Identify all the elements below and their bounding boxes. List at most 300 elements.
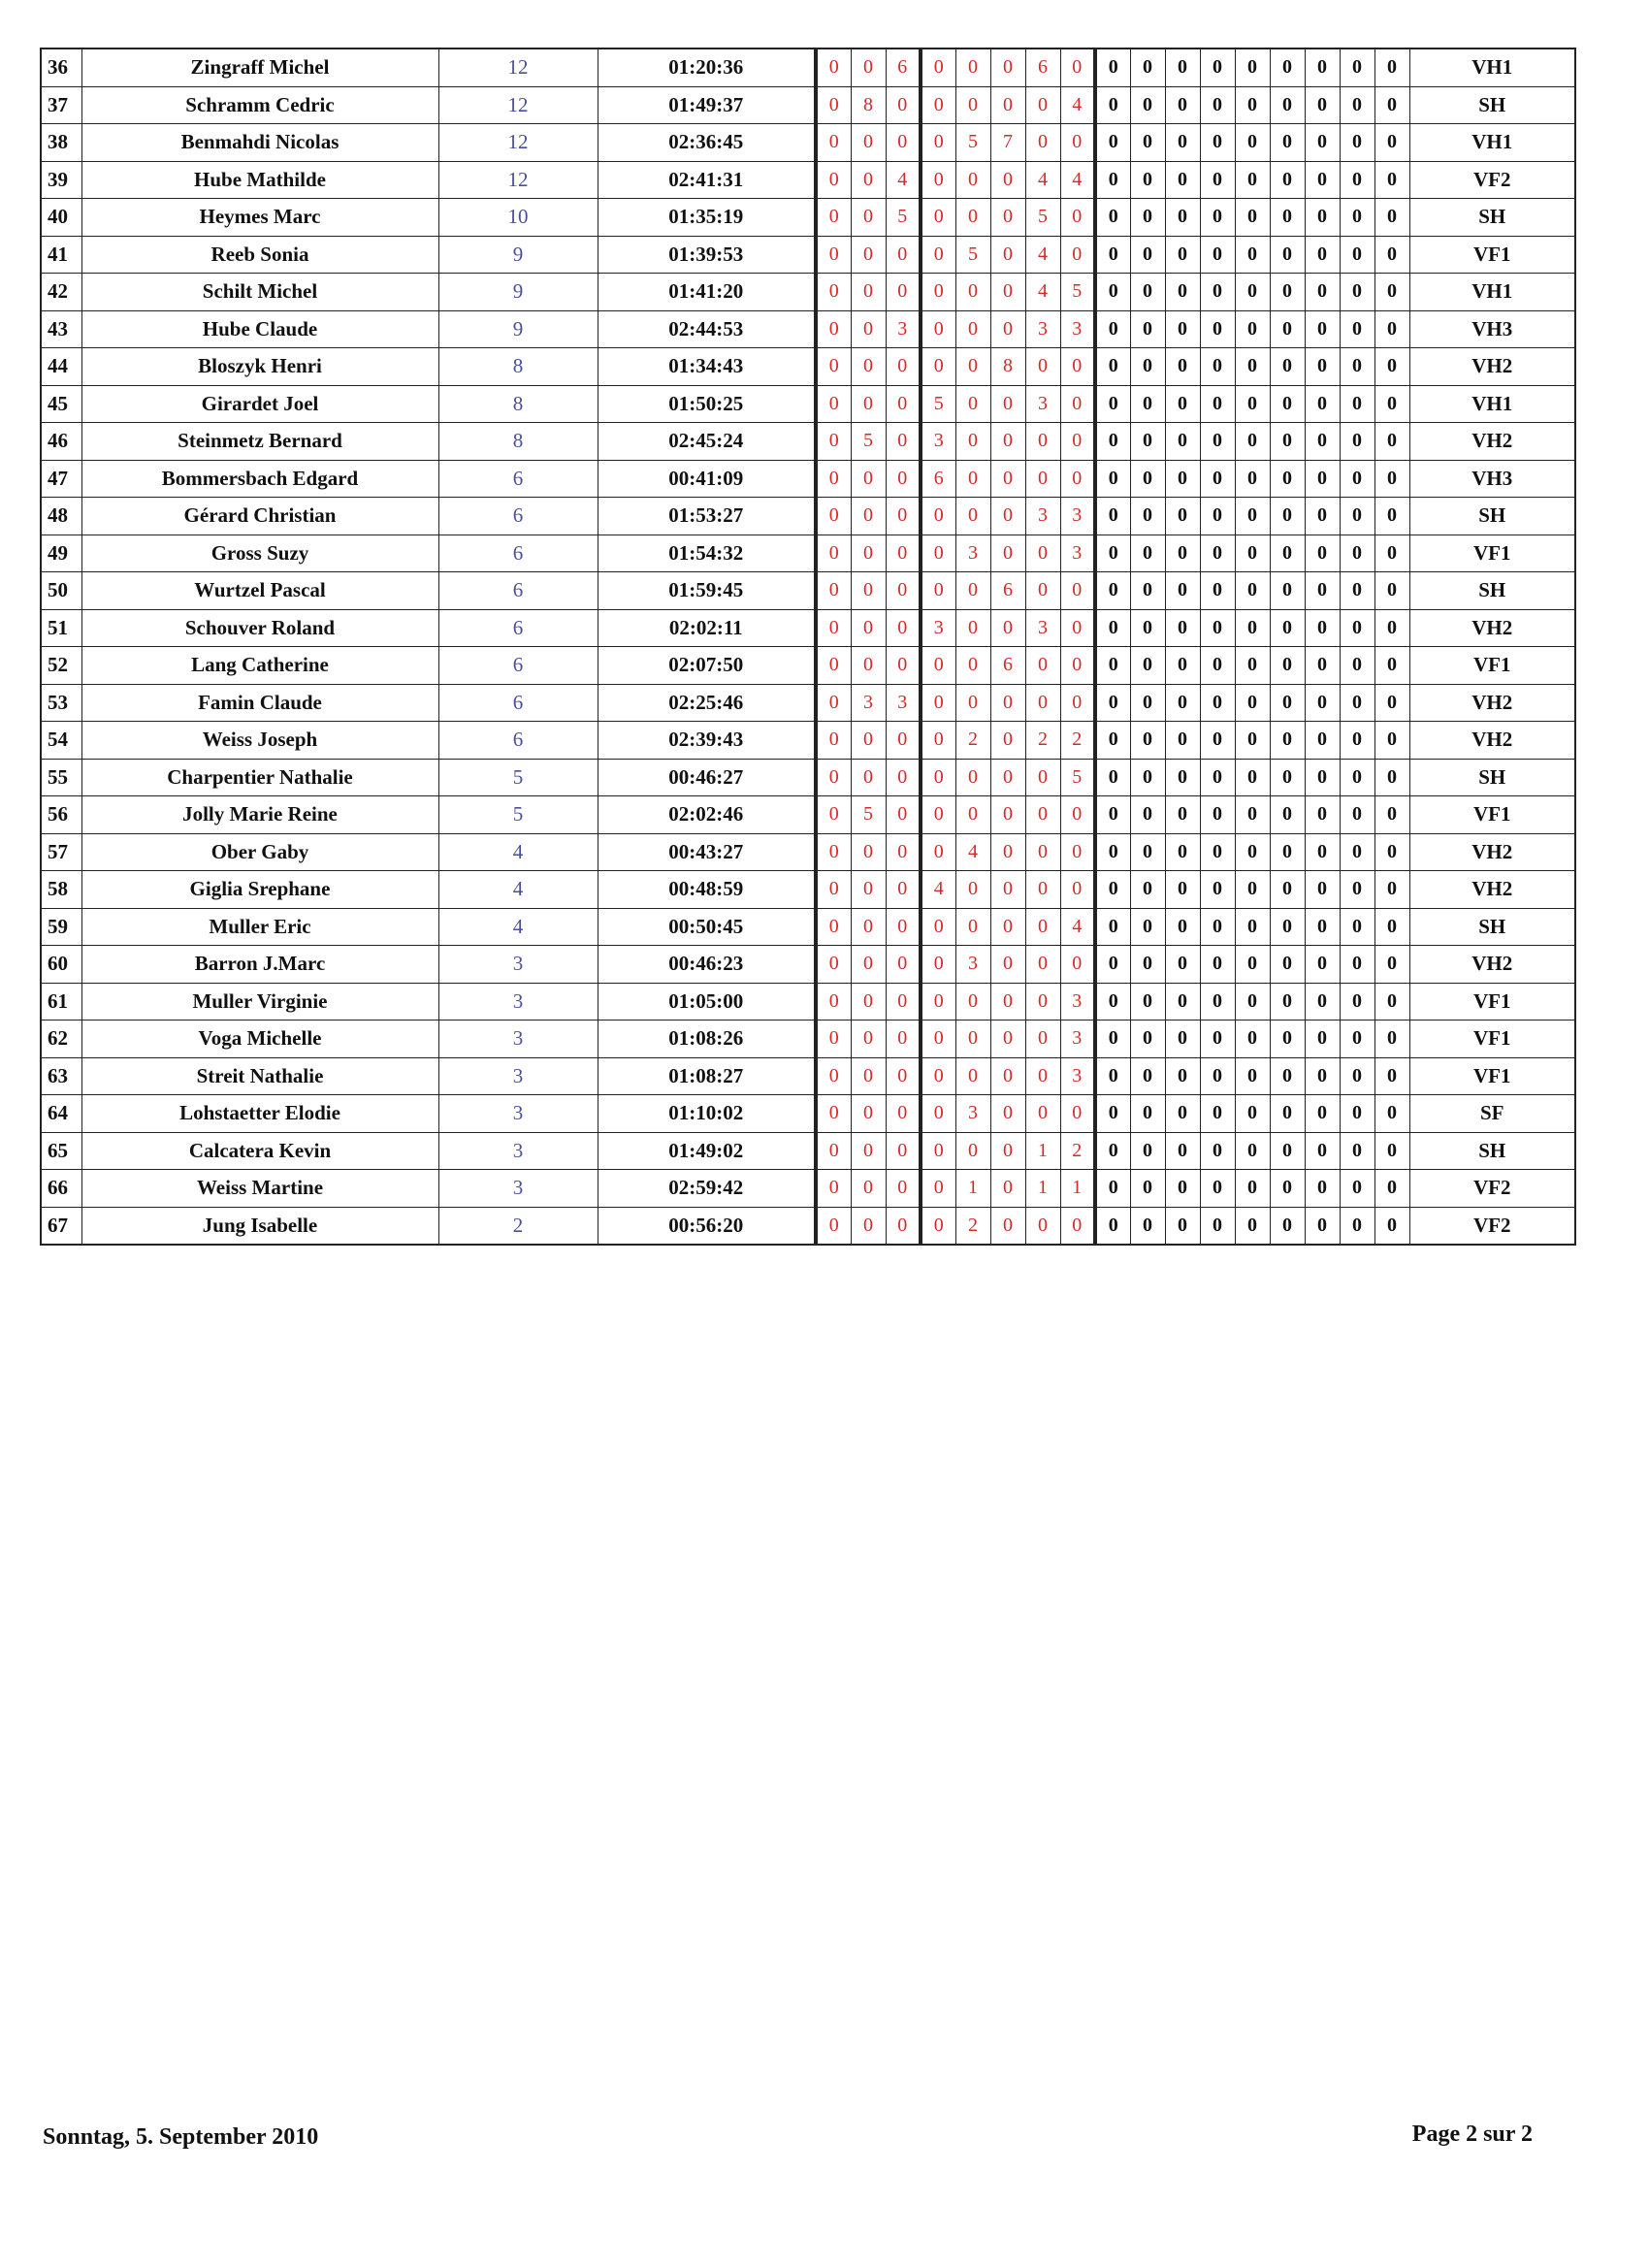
stage-score-cell: 4 [1025, 161, 1060, 199]
stage-score-cell: 0 [921, 535, 955, 572]
empty-stage-cell: 0 [1200, 684, 1235, 722]
stage-score-cell: 0 [921, 274, 955, 311]
empty-stage-cell: 0 [1340, 460, 1374, 498]
stage-score-cell: 0 [990, 1057, 1025, 1095]
empty-stage-cell: 0 [1374, 572, 1409, 610]
stage-score-cell: 1 [955, 1170, 990, 1208]
points-cell: 8 [438, 423, 598, 461]
empty-stage-cell: 0 [1095, 983, 1130, 1021]
stage-score-cell: 0 [990, 49, 1025, 86]
empty-stage-cell: 0 [1340, 871, 1374, 909]
stage-score-cell: 0 [851, 1132, 886, 1170]
stage-score-cell: 4 [1060, 908, 1095, 946]
time-cell: 01:05:00 [598, 983, 816, 1021]
stage-score-cell: 0 [886, 908, 921, 946]
footer-date: Sonntag, 5. September 2010 [43, 2124, 319, 2150]
stage-score-cell: 0 [921, 1057, 955, 1095]
empty-stage-cell: 0 [1340, 199, 1374, 237]
points-cell: 3 [438, 1132, 598, 1170]
empty-stage-cell: 0 [1340, 1021, 1374, 1058]
empty-stage-cell: 0 [1130, 498, 1165, 535]
empty-stage-cell: 0 [1305, 86, 1340, 124]
empty-stage-cell: 0 [1200, 908, 1235, 946]
stage-score-cell: 0 [921, 1170, 955, 1208]
table-row [41, 348, 1575, 386]
stage-score-cell: 0 [851, 759, 886, 796]
empty-stage-cell: 0 [1270, 274, 1305, 311]
stage-score-cell: 0 [1025, 460, 1060, 498]
empty-stage-cell: 0 [1270, 1132, 1305, 1170]
points-cell: 12 [438, 49, 598, 86]
points-cell: 6 [438, 535, 598, 572]
table-row [41, 833, 1575, 871]
empty-stage-cell: 0 [1374, 722, 1409, 760]
stage-score-cell: 0 [816, 86, 851, 124]
empty-stage-cell: 0 [1374, 983, 1409, 1021]
time-cell: 00:46:23 [598, 946, 816, 984]
empty-stage-cell: 0 [1340, 722, 1374, 760]
time-cell: 02:45:24 [598, 423, 816, 461]
empty-stage-cell: 0 [1200, 871, 1235, 909]
stage-score-cell: 0 [1060, 423, 1095, 461]
empty-stage-cell: 0 [1200, 1095, 1235, 1133]
points-cell: 6 [438, 684, 598, 722]
empty-stage-cell: 0 [1340, 236, 1374, 274]
empty-stage-cell: 0 [1095, 946, 1130, 984]
empty-stage-cell: 0 [1200, 647, 1235, 685]
stage-score-cell: 0 [990, 161, 1025, 199]
empty-stage-cell: 0 [1374, 86, 1409, 124]
stage-score-cell: 0 [816, 348, 851, 386]
empty-stage-cell: 0 [1340, 498, 1374, 535]
empty-stage-cell: 0 [1305, 684, 1340, 722]
empty-stage-cell: 0 [1270, 385, 1305, 423]
points-cell: 12 [438, 86, 598, 124]
stage-score-cell: 0 [955, 1021, 990, 1058]
rank-cell: 44 [41, 348, 81, 386]
stage-score-cell: 5 [1025, 199, 1060, 237]
empty-stage-cell: 0 [1340, 759, 1374, 796]
category-cell: VH1 [1409, 274, 1575, 311]
rank-cell: 45 [41, 385, 81, 423]
empty-stage-cell: 0 [1095, 236, 1130, 274]
empty-stage-cell: 0 [1165, 946, 1200, 984]
empty-stage-cell: 0 [1340, 1057, 1374, 1095]
name-cell: Bommersbach Edgard [81, 460, 438, 498]
empty-stage-cell: 0 [1340, 684, 1374, 722]
stage-score-cell: 0 [1060, 1095, 1095, 1133]
empty-stage-cell: 0 [1165, 236, 1200, 274]
empty-stage-cell: 0 [1130, 833, 1165, 871]
empty-stage-cell: 0 [1165, 199, 1200, 237]
points-cell: 4 [438, 871, 598, 909]
stage-score-cell: 0 [816, 423, 851, 461]
stage-score-cell: 0 [1025, 684, 1060, 722]
stage-score-cell: 5 [851, 796, 886, 834]
stage-score-cell: 0 [990, 199, 1025, 237]
empty-stage-cell: 0 [1235, 1057, 1270, 1095]
table-row [41, 1132, 1575, 1170]
empty-stage-cell: 0 [1270, 348, 1305, 386]
empty-stage-cell: 0 [1130, 161, 1165, 199]
name-cell: Jung Isabelle [81, 1207, 438, 1245]
rank-cell: 54 [41, 722, 81, 760]
stage-score-cell: 0 [816, 759, 851, 796]
stage-score-cell: 0 [1025, 983, 1060, 1021]
table-row [41, 1095, 1575, 1133]
empty-stage-cell: 0 [1270, 1095, 1305, 1133]
empty-stage-cell: 0 [1340, 1207, 1374, 1245]
stage-score-cell: 0 [886, 1132, 921, 1170]
time-cell: 02:44:53 [598, 310, 816, 348]
points-cell: 8 [438, 385, 598, 423]
stage-score-cell: 3 [1060, 1057, 1095, 1095]
empty-stage-cell: 0 [1270, 49, 1305, 86]
empty-stage-cell: 0 [1165, 1170, 1200, 1208]
stage-score-cell: 0 [886, 86, 921, 124]
stage-score-cell: 0 [886, 833, 921, 871]
empty-stage-cell: 0 [1200, 1057, 1235, 1095]
category-cell: SH [1409, 498, 1575, 535]
empty-stage-cell: 0 [1374, 161, 1409, 199]
stage-score-cell: 0 [851, 385, 886, 423]
category-cell: VH2 [1409, 684, 1575, 722]
table-row [41, 572, 1575, 610]
empty-stage-cell: 0 [1270, 684, 1305, 722]
empty-stage-cell: 0 [1095, 833, 1130, 871]
empty-stage-cell: 0 [1165, 908, 1200, 946]
stage-score-cell: 0 [1060, 609, 1095, 647]
empty-stage-cell: 0 [1165, 310, 1200, 348]
stage-score-cell: 0 [851, 274, 886, 311]
stage-score-cell: 0 [886, 124, 921, 162]
empty-stage-cell: 0 [1235, 759, 1270, 796]
stage-score-cell: 0 [955, 385, 990, 423]
stage-score-cell: 0 [921, 1095, 955, 1133]
stage-score-cell: 0 [955, 274, 990, 311]
stage-score-cell: 0 [990, 983, 1025, 1021]
category-cell: VH2 [1409, 609, 1575, 647]
empty-stage-cell: 0 [1165, 498, 1200, 535]
empty-stage-cell: 0 [1270, 1021, 1305, 1058]
table-row [41, 983, 1575, 1021]
stage-score-cell: 0 [886, 423, 921, 461]
table-row [41, 796, 1575, 834]
empty-stage-cell: 0 [1130, 871, 1165, 909]
stage-score-cell: 0 [921, 722, 955, 760]
name-cell: Giglia Srephane [81, 871, 438, 909]
stage-score-cell: 0 [851, 124, 886, 162]
points-cell: 3 [438, 1170, 598, 1208]
stage-score-cell: 0 [816, 1207, 851, 1245]
empty-stage-cell: 0 [1200, 535, 1235, 572]
stage-score-cell: 0 [990, 1021, 1025, 1058]
stage-score-cell: 0 [816, 722, 851, 760]
empty-stage-cell: 0 [1235, 423, 1270, 461]
empty-stage-cell: 0 [1095, 348, 1130, 386]
empty-stage-cell: 0 [1270, 609, 1305, 647]
name-cell: Benmahdi Nicolas [81, 124, 438, 162]
empty-stage-cell: 0 [1374, 1170, 1409, 1208]
name-cell: Lang Catherine [81, 647, 438, 685]
stage-score-cell: 0 [955, 310, 990, 348]
rank-cell: 40 [41, 199, 81, 237]
empty-stage-cell: 0 [1305, 609, 1340, 647]
stage-score-cell: 0 [886, 1170, 921, 1208]
category-cell: VF2 [1409, 1207, 1575, 1245]
empty-stage-cell: 0 [1200, 1021, 1235, 1058]
category-cell: VH2 [1409, 946, 1575, 984]
table-row [41, 1057, 1575, 1095]
empty-stage-cell: 0 [1340, 1132, 1374, 1170]
empty-stage-cell: 0 [1374, 908, 1409, 946]
stage-score-cell: 0 [955, 647, 990, 685]
empty-stage-cell: 0 [1200, 460, 1235, 498]
stage-score-cell: 0 [816, 385, 851, 423]
stage-score-cell: 0 [886, 1021, 921, 1058]
stage-score-cell: 0 [921, 759, 955, 796]
stage-score-cell: 0 [1060, 348, 1095, 386]
empty-stage-cell: 0 [1200, 759, 1235, 796]
stage-score-cell: 0 [955, 1057, 990, 1095]
rank-cell: 47 [41, 460, 81, 498]
empty-stage-cell: 0 [1374, 684, 1409, 722]
stage-score-cell: 0 [921, 1207, 955, 1245]
stage-score-cell: 5 [1060, 759, 1095, 796]
empty-stage-cell: 0 [1200, 348, 1235, 386]
rank-cell: 41 [41, 236, 81, 274]
stage-score-cell: 0 [851, 1170, 886, 1208]
category-cell: SH [1409, 1132, 1575, 1170]
stage-score-cell: 0 [886, 871, 921, 909]
stage-score-cell: 0 [955, 1132, 990, 1170]
empty-stage-cell: 0 [1305, 759, 1340, 796]
empty-stage-cell: 0 [1340, 310, 1374, 348]
stage-score-cell: 0 [851, 572, 886, 610]
stage-score-cell: 0 [1060, 946, 1095, 984]
empty-stage-cell: 0 [1130, 1057, 1165, 1095]
stage-score-cell: 0 [886, 385, 921, 423]
rank-cell: 43 [41, 310, 81, 348]
points-cell: 5 [438, 796, 598, 834]
category-cell: VF1 [1409, 983, 1575, 1021]
stage-score-cell: 0 [886, 348, 921, 386]
rank-cell: 59 [41, 908, 81, 946]
stage-score-cell: 3 [886, 684, 921, 722]
table-row [41, 871, 1575, 909]
empty-stage-cell: 0 [1165, 423, 1200, 461]
empty-stage-cell: 0 [1270, 86, 1305, 124]
stage-score-cell: 5 [1060, 274, 1095, 311]
empty-stage-cell: 0 [1374, 759, 1409, 796]
points-cell: 9 [438, 274, 598, 311]
stage-score-cell: 0 [851, 535, 886, 572]
empty-stage-cell: 0 [1235, 535, 1270, 572]
stage-score-cell: 0 [955, 871, 990, 909]
rank-cell: 36 [41, 49, 81, 86]
points-cell: 6 [438, 647, 598, 685]
rank-cell: 56 [41, 796, 81, 834]
rank-cell: 48 [41, 498, 81, 535]
rank-cell: 67 [41, 1207, 81, 1245]
empty-stage-cell: 0 [1235, 199, 1270, 237]
stage-score-cell: 0 [886, 274, 921, 311]
empty-stage-cell: 0 [1235, 609, 1270, 647]
points-cell: 12 [438, 124, 598, 162]
stage-score-cell: 0 [816, 833, 851, 871]
stage-score-cell: 0 [816, 609, 851, 647]
stage-score-cell: 4 [955, 833, 990, 871]
stage-score-cell: 0 [851, 722, 886, 760]
category-cell: SH [1409, 759, 1575, 796]
stage-score-cell: 0 [921, 572, 955, 610]
stage-score-cell: 0 [990, 684, 1025, 722]
empty-stage-cell: 0 [1305, 833, 1340, 871]
empty-stage-cell: 0 [1340, 1170, 1374, 1208]
points-cell: 12 [438, 161, 598, 199]
empty-stage-cell: 0 [1165, 161, 1200, 199]
table-row [41, 946, 1575, 984]
stage-score-cell: 0 [990, 236, 1025, 274]
empty-stage-cell: 0 [1340, 274, 1374, 311]
empty-stage-cell: 0 [1305, 1057, 1340, 1095]
name-cell: Schilt Michel [81, 274, 438, 311]
category-cell: VF1 [1409, 236, 1575, 274]
time-cell: 00:48:59 [598, 871, 816, 909]
table-row [41, 647, 1575, 685]
points-cell: 2 [438, 1207, 598, 1245]
table-row [41, 460, 1575, 498]
stage-score-cell: 0 [816, 1170, 851, 1208]
stage-score-cell: 3 [1060, 310, 1095, 348]
stage-score-cell: 0 [816, 908, 851, 946]
time-cell: 00:41:09 [598, 460, 816, 498]
stage-score-cell: 0 [955, 161, 990, 199]
empty-stage-cell: 0 [1200, 498, 1235, 535]
empty-stage-cell: 0 [1270, 1057, 1305, 1095]
empty-stage-cell: 0 [1374, 423, 1409, 461]
stage-score-cell: 0 [990, 274, 1025, 311]
stage-score-cell: 3 [886, 310, 921, 348]
category-cell: VF1 [1409, 796, 1575, 834]
rank-cell: 53 [41, 684, 81, 722]
stage-score-cell: 0 [886, 609, 921, 647]
empty-stage-cell: 0 [1374, 1021, 1409, 1058]
empty-stage-cell: 0 [1374, 348, 1409, 386]
stage-score-cell: 3 [955, 946, 990, 984]
stage-score-cell: 0 [1025, 1095, 1060, 1133]
empty-stage-cell: 0 [1095, 871, 1130, 909]
stage-score-cell: 2 [955, 1207, 990, 1245]
stage-score-cell: 0 [851, 310, 886, 348]
empty-stage-cell: 0 [1270, 1207, 1305, 1245]
empty-stage-cell: 0 [1130, 722, 1165, 760]
empty-stage-cell: 0 [1200, 796, 1235, 834]
stage-score-cell: 0 [1025, 759, 1060, 796]
empty-stage-cell: 0 [1165, 124, 1200, 162]
stage-score-cell: 2 [1060, 722, 1095, 760]
name-cell: Hube Mathilde [81, 161, 438, 199]
empty-stage-cell: 0 [1235, 647, 1270, 685]
stage-score-cell: 0 [886, 1095, 921, 1133]
stage-score-cell: 0 [1025, 908, 1060, 946]
empty-stage-cell: 0 [1374, 460, 1409, 498]
stage-score-cell: 0 [1060, 647, 1095, 685]
empty-stage-cell: 0 [1305, 1207, 1340, 1245]
empty-stage-cell: 0 [1235, 1021, 1270, 1058]
empty-stage-cell: 0 [1235, 908, 1270, 946]
stage-score-cell: 0 [886, 983, 921, 1021]
stage-score-cell: 0 [990, 535, 1025, 572]
table-row [41, 310, 1575, 348]
empty-stage-cell: 0 [1130, 385, 1165, 423]
empty-stage-cell: 0 [1235, 722, 1270, 760]
table-row [41, 274, 1575, 311]
rank-cell: 50 [41, 572, 81, 610]
stage-score-cell: 0 [1025, 946, 1060, 984]
empty-stage-cell: 0 [1270, 124, 1305, 162]
empty-stage-cell: 0 [1095, 1057, 1130, 1095]
empty-stage-cell: 0 [1095, 572, 1130, 610]
stage-score-cell: 0 [851, 946, 886, 984]
stage-score-cell: 0 [921, 908, 955, 946]
empty-stage-cell: 0 [1095, 124, 1130, 162]
name-cell: Gérard Christian [81, 498, 438, 535]
stage-score-cell: 0 [1060, 124, 1095, 162]
stage-score-cell: 0 [955, 609, 990, 647]
stage-score-cell: 0 [921, 161, 955, 199]
table-row [41, 236, 1575, 274]
stage-score-cell: 0 [921, 310, 955, 348]
empty-stage-cell: 0 [1305, 1021, 1340, 1058]
empty-stage-cell: 0 [1130, 1170, 1165, 1208]
empty-stage-cell: 0 [1305, 385, 1340, 423]
empty-stage-cell: 0 [1235, 86, 1270, 124]
empty-stage-cell: 0 [1130, 609, 1165, 647]
empty-stage-cell: 0 [1305, 647, 1340, 685]
empty-stage-cell: 0 [1340, 49, 1374, 86]
empty-stage-cell: 0 [1095, 1095, 1130, 1133]
stage-score-cell: 3 [1060, 535, 1095, 572]
empty-stage-cell: 0 [1165, 1132, 1200, 1170]
empty-stage-cell: 0 [1305, 498, 1340, 535]
rank-cell: 65 [41, 1132, 81, 1170]
empty-stage-cell: 0 [1235, 1170, 1270, 1208]
stage-score-cell: 5 [886, 199, 921, 237]
empty-stage-cell: 0 [1165, 385, 1200, 423]
name-cell: Steinmetz Bernard [81, 423, 438, 461]
time-cell: 00:56:20 [598, 1207, 816, 1245]
empty-stage-cell: 0 [1095, 535, 1130, 572]
stage-score-cell: 0 [886, 498, 921, 535]
name-cell: Zingraff Michel [81, 49, 438, 86]
empty-stage-cell: 0 [1305, 236, 1340, 274]
empty-stage-cell: 0 [1130, 1021, 1165, 1058]
empty-stage-cell: 0 [1270, 946, 1305, 984]
empty-stage-cell: 0 [1305, 124, 1340, 162]
time-cell: 02:36:45 [598, 124, 816, 162]
time-cell: 01:35:19 [598, 199, 816, 237]
stage-score-cell: 3 [1060, 1021, 1095, 1058]
points-cell: 6 [438, 609, 598, 647]
stage-score-cell: 0 [955, 572, 990, 610]
stage-score-cell: 0 [955, 460, 990, 498]
category-cell: VF2 [1409, 1170, 1575, 1208]
empty-stage-cell: 0 [1200, 124, 1235, 162]
stage-score-cell: 0 [990, 722, 1025, 760]
empty-stage-cell: 0 [1130, 572, 1165, 610]
empty-stage-cell: 0 [1200, 1207, 1235, 1245]
